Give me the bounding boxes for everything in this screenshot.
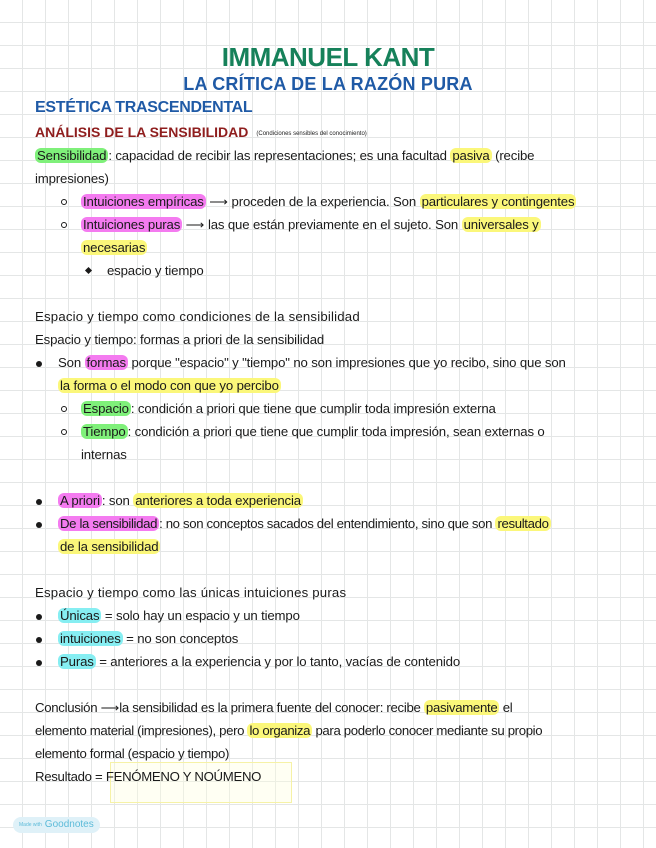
text: el	[499, 700, 513, 715]
goodnotes-badge	[13, 817, 100, 833]
result-line	[35, 769, 261, 784]
result-value: FENÓMENO Y NOÚMENO	[105, 769, 262, 784]
highlight-particulares: particulares y contingentes	[421, 194, 575, 209]
highlight-pasiva: pasiva	[452, 148, 490, 163]
list-item-intuiciones	[58, 631, 238, 646]
subsection-heading	[35, 124, 367, 140]
conclusion-line-1	[35, 700, 512, 716]
list-item-tiempo	[81, 424, 545, 439]
highlight-unicas: Únicas	[60, 608, 100, 623]
highlight-anteriores: anteriores a toda experiencia	[135, 493, 301, 508]
list-item-de-la-sensibilidad	[58, 516, 551, 531]
text: porque "espacio" y "tiempo" no son impresiones que yo recibo, sino que son	[127, 355, 566, 370]
text: elemento material (impresiones), pero	[35, 723, 248, 738]
page-title: IMMANUEL KANT	[221, 42, 435, 72]
text: : capacidad de recibir las representaciones; es una facultad	[108, 148, 451, 163]
highlight-espacio: Espacio	[83, 401, 129, 416]
bullet-icon	[36, 522, 42, 528]
highlight-de-la-sensibilidad-2: de la sensibilidad	[60, 539, 159, 554]
highlight-lo-organiza: lo organiza	[249, 723, 311, 738]
result-label: Resultado =	[35, 769, 106, 784]
text: Son	[58, 355, 85, 370]
page-subtitle: LA CRÍTICA DE LA RAZÓN PURA	[183, 74, 473, 94]
subsection-title: ANÁLISIS DE LA SENSIBILIDAD	[35, 124, 249, 140]
badge-brand: Goodnotes	[44, 819, 94, 830]
text: : son	[101, 493, 134, 508]
sensibilidad-definition-cont: impresiones)	[35, 171, 109, 186]
highlight-necesarias: necesarias	[83, 240, 146, 255]
text: para poderlo conocer mediante su propio	[312, 723, 543, 738]
bullet-icon	[36, 637, 42, 643]
sensibilidad-definition	[35, 148, 534, 163]
text: las que están previamente en el sujeto. Son	[207, 217, 462, 232]
text: = solo hay un espacio y un tiempo	[101, 608, 300, 623]
text: (recibe	[491, 148, 535, 163]
bullet-icon	[36, 660, 42, 666]
list-item-puras-unicas	[58, 654, 460, 669]
subsection-note: (Condiciones sensibles del conocimiento)	[256, 131, 367, 137]
text: : no son conceptos sacados del entendimiento, sino que son	[159, 516, 496, 531]
list-item-tiempo-cont: internas	[81, 447, 127, 462]
text: : condición a priori que tiene que cumplir toda impresión, sean externas o	[127, 424, 545, 439]
arrow-icon: ⟶	[205, 194, 232, 209]
highlight-puras-unicas: Puras	[60, 654, 94, 669]
text: : condición a priori que tiene que cumplir toda impresión externa	[130, 401, 496, 416]
highlight-apriori: A priori	[60, 493, 100, 508]
circle-bullet-icon	[61, 222, 67, 228]
bullet-icon	[36, 499, 42, 505]
list-item-espacio	[81, 401, 496, 416]
highlight-puras: Intuiciones puras	[83, 217, 181, 232]
condiciones-heading: Espacio y tiempo como condiciones de la sensibilidad	[35, 309, 360, 324]
sub-list-item: espacio y tiempo	[107, 263, 204, 278]
list-item-puras	[81, 217, 541, 233]
text: = no son conceptos	[122, 631, 239, 646]
bullet-icon	[36, 614, 42, 620]
highlight-empiricas: Intuiciones empíricas	[83, 194, 204, 209]
conclusion-line-2	[35, 723, 542, 738]
diamond-bullet-icon	[85, 267, 92, 274]
arrow-icon: ⟶	[182, 217, 208, 232]
list-item-de-la-sensibilidad-cont	[58, 539, 160, 554]
circle-bullet-icon	[61, 406, 67, 412]
conclusion-line-3: elemento formal (espacio y tiempo)	[35, 746, 230, 761]
condiciones-line: Espacio y tiempo: formas a priori de la sensibilidad	[35, 332, 325, 347]
highlight-sensibilidad: Sensibilidad	[37, 148, 107, 163]
text: Conclusión ⟶la sensibilidad es la primera fuente del conocer: recibe	[35, 700, 424, 715]
list-item-empiricas	[81, 194, 576, 210]
highlight-de-la-sensibilidad: De la sensibilidad	[60, 516, 158, 531]
circle-bullet-icon	[61, 429, 67, 435]
highlight-tiempo: Tiempo	[83, 424, 126, 439]
section-heading: ESTÉTICA TRASCENDENTAL	[35, 99, 253, 116]
list-item-unicas	[58, 608, 300, 623]
highlight-formas: formas	[86, 355, 126, 370]
bullet-icon	[36, 361, 42, 367]
highlight-intuiciones: intuiciones	[60, 631, 121, 646]
highlight-forma-modo: la forma o el modo con que yo percibo	[60, 378, 279, 393]
text: = anteriores a la experiencia y por lo tanto, vacías de contenido	[95, 654, 461, 669]
highlight-universales: universales y	[463, 217, 539, 232]
list-item-formas-cont	[58, 378, 281, 393]
list-item-apriori	[58, 493, 303, 508]
circle-bullet-icon	[61, 199, 67, 205]
badge-small-text: Made with	[19, 822, 42, 828]
highlight-pasivamente: pasivamente	[425, 700, 498, 715]
text: proceden de la experiencia. Son	[231, 194, 420, 209]
unicas-heading: Espacio y tiempo como las únicas intuiciones puras	[35, 585, 347, 600]
list-item-formas	[58, 355, 566, 370]
highlight-resultado: resultado	[497, 516, 549, 531]
list-item-puras-cont	[81, 240, 147, 255]
